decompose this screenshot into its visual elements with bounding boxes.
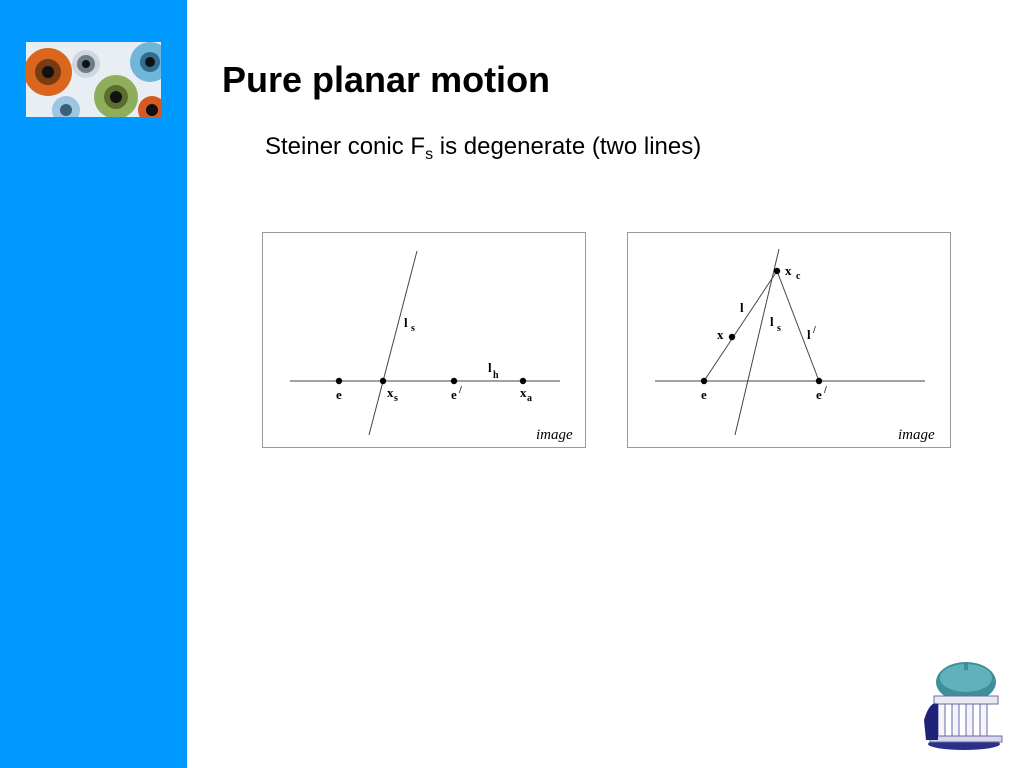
diagram-left (263, 233, 587, 449)
point-e (336, 378, 342, 384)
diagram-right-panel (627, 232, 951, 448)
line-l (704, 271, 777, 381)
label-image: image (536, 427, 573, 443)
label-eprime-mark: / (459, 385, 462, 396)
slide-title: Pure planar motion (222, 59, 551, 100)
label-eprime-mark: / (824, 385, 827, 396)
label-xc: x (785, 263, 792, 278)
subtitle-post: is degenerate (two lines) (433, 133, 702, 160)
label-eprime: e (451, 387, 457, 402)
old-well-dome-icon (920, 660, 1004, 752)
diagram-right (628, 233, 952, 449)
label-xs-sub: s (394, 393, 398, 404)
label-xa: x (520, 385, 527, 400)
label-xa-sub: a (527, 393, 532, 404)
slide-subtitle (265, 131, 701, 163)
subtitle-subscript: s (425, 146, 434, 163)
label-xs: x (387, 385, 394, 400)
eye-iris-collage-icon (26, 42, 161, 117)
point-e (701, 378, 707, 384)
label-ls-sub: s (411, 323, 415, 334)
point-eprime (451, 378, 457, 384)
point-xs (380, 378, 386, 384)
label-image: image (898, 427, 935, 443)
label-lprime-mark: / (813, 325, 816, 336)
label-e: e (336, 387, 342, 402)
point-xc (774, 268, 780, 274)
label-ls: l (404, 315, 408, 330)
label-x: x (717, 327, 724, 342)
label-e: e (701, 387, 707, 402)
label-ls: l (770, 314, 774, 329)
point-xa (520, 378, 526, 384)
label-lh: l (488, 360, 492, 375)
label-ls-sub: s (777, 323, 781, 334)
label-eprime: e (816, 387, 822, 402)
point-x (729, 334, 735, 340)
label-xc-sub: c (796, 271, 801, 282)
diagram-left-panel (262, 232, 586, 448)
line-ls (369, 251, 417, 435)
label-l: l (740, 300, 744, 315)
subtitle-pre: Steiner conic F (265, 133, 426, 160)
line-ls (735, 249, 779, 435)
point-eprime (816, 378, 822, 384)
label-lprime: l (807, 327, 811, 342)
label-lh-sub: h (493, 370, 499, 381)
